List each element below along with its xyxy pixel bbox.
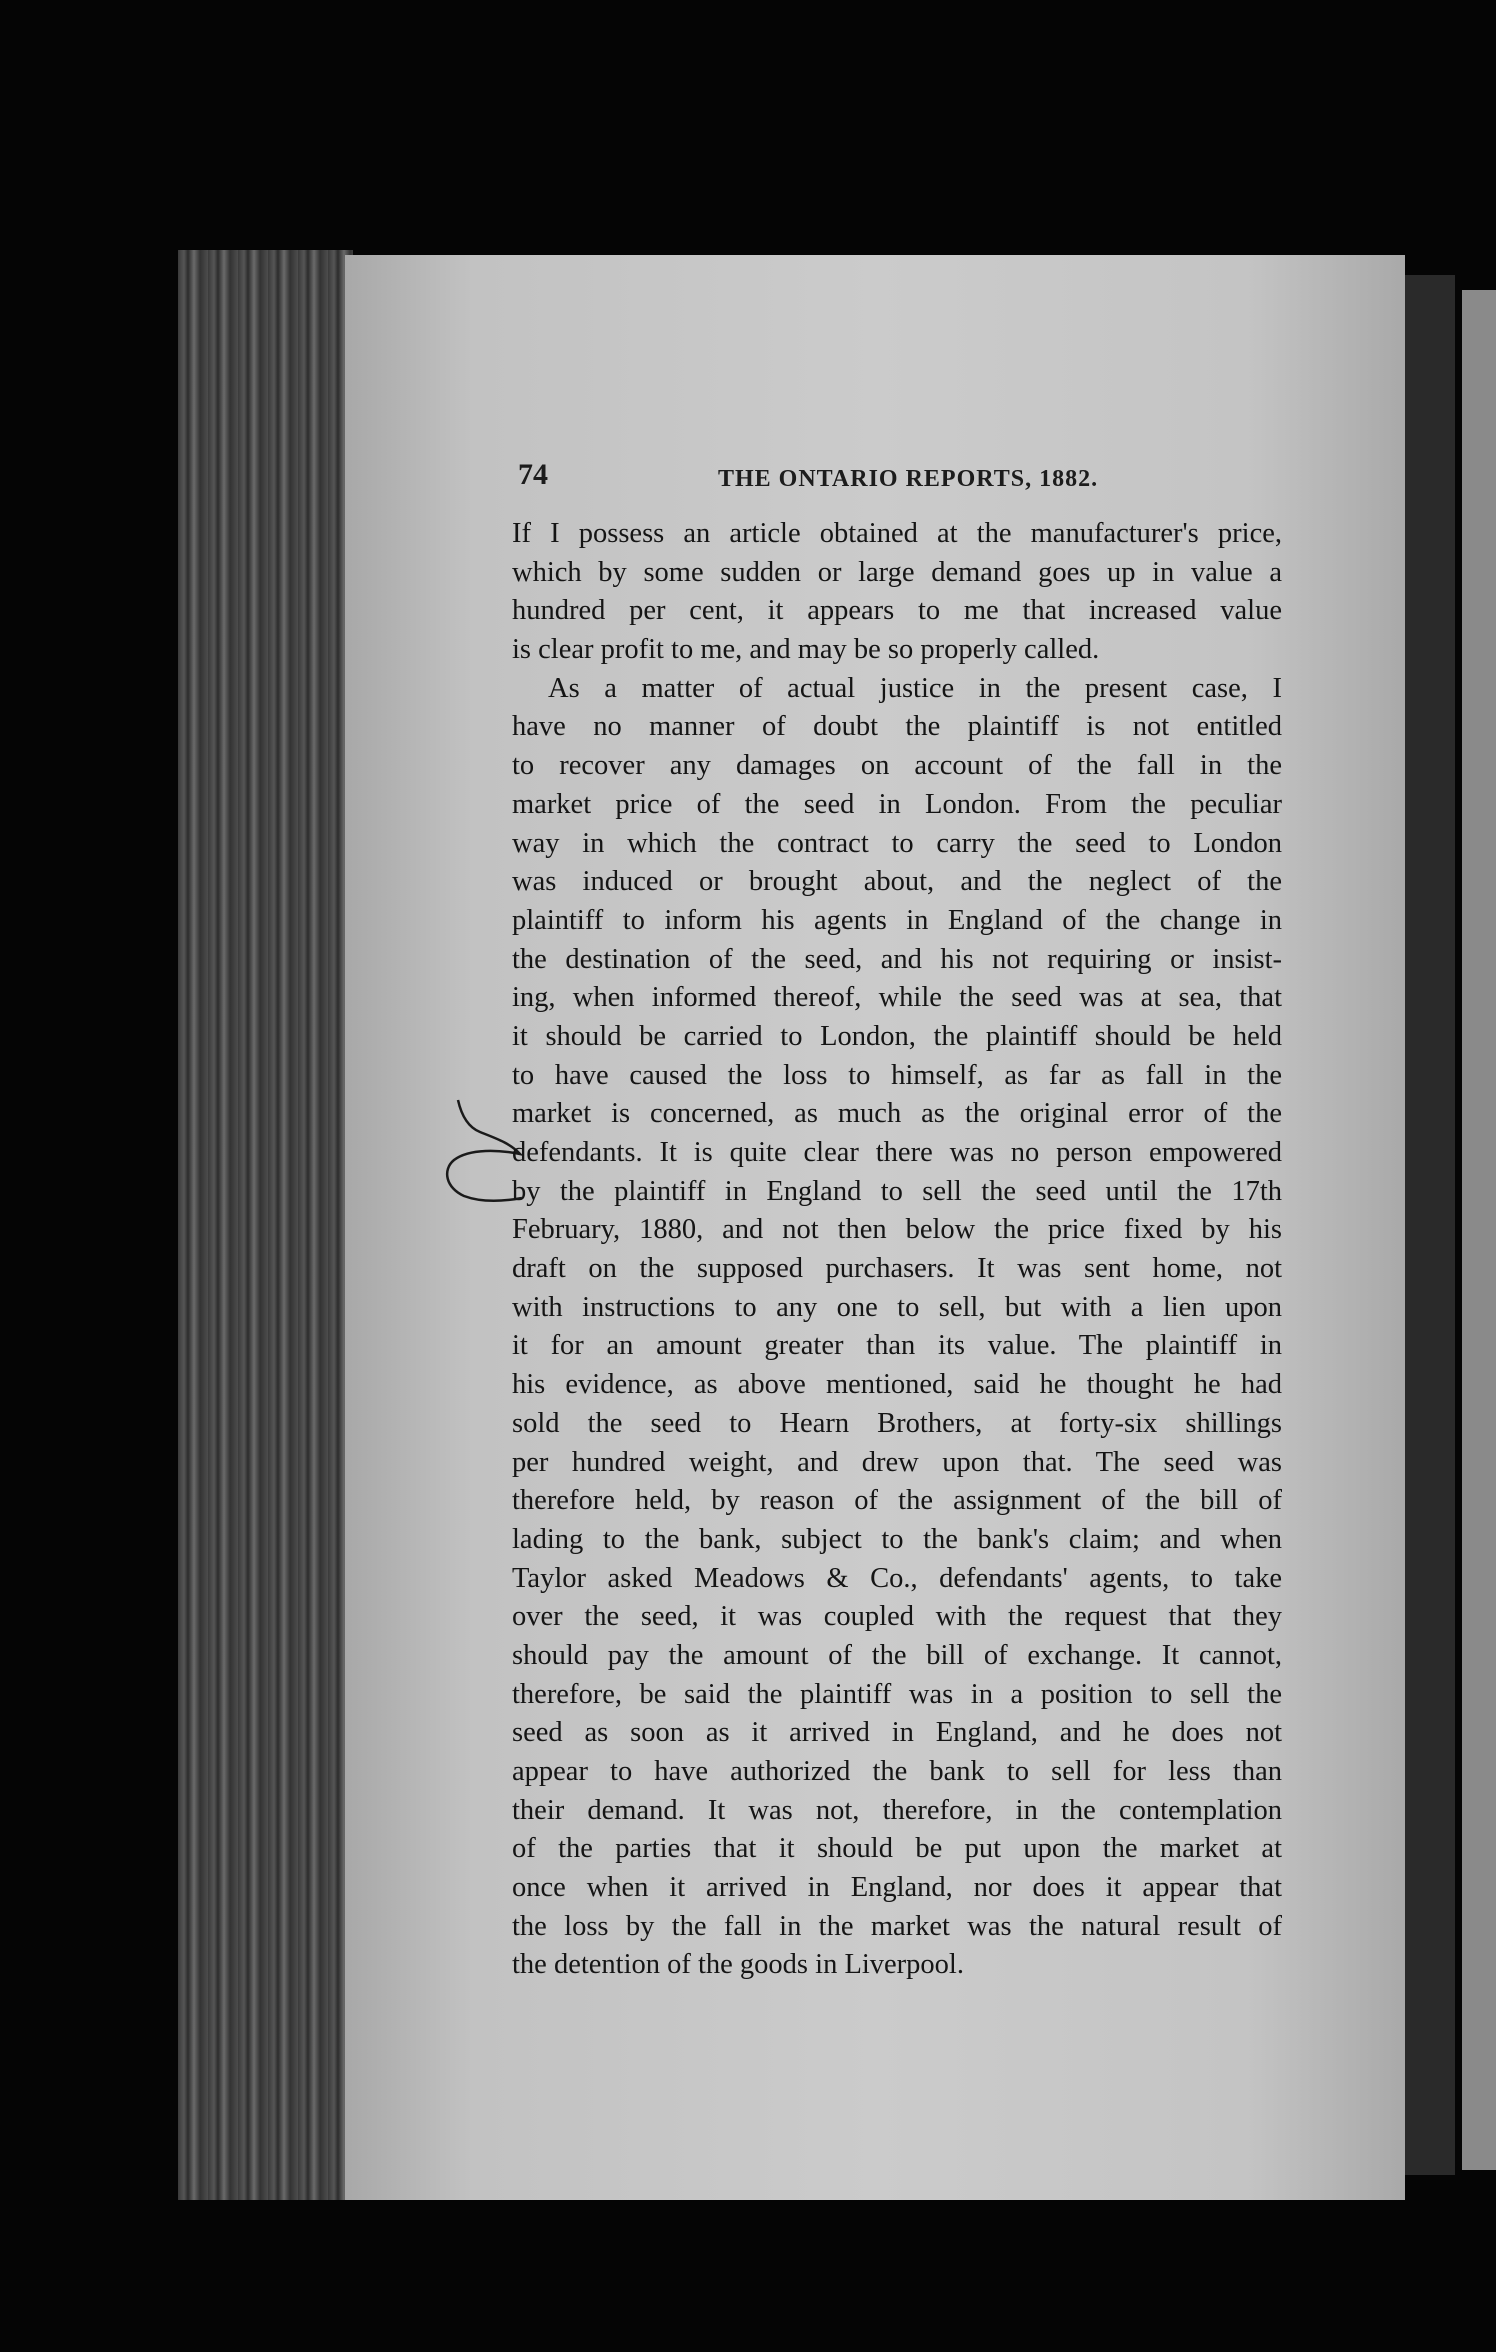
text-line: over the seed, it was coupled with the request that they <box>512 1601 1282 1633</box>
text-line: to recover any damages on account of the fall in the <box>512 750 1282 782</box>
facing-page-edge <box>1462 290 1496 2170</box>
text-line: per hundred weight, and drew upon that. The seed was <box>512 1446 1282 1478</box>
text-line: therefore, be said the plaintiff was in a position to sell the <box>512 1678 1282 1710</box>
text-line: once when it arrived in England, nor does it appear that <box>512 1872 1282 1904</box>
text-line: was induced or brought about, and the neglect of the <box>512 866 1282 898</box>
text-line: defendants. It is quite clear there was no person empowered <box>512 1137 1282 1168</box>
text-line: have no manner of doubt the plaintiff is not entitled <box>512 711 1282 743</box>
text-line: therefore held, by reason of the assignment of the bill of <box>512 1485 1282 1517</box>
text-line: the destination of the seed, and his not requiring or insist- <box>512 943 1282 975</box>
text-line: lading to the bank, subject to the bank's claim; and when <box>512 1523 1282 1555</box>
text-line: seed as soon as it arrived in England, and he does not <box>512 1717 1282 1749</box>
text-line: his evidence, as above mentioned, said he thought he had <box>512 1369 1282 1401</box>
text-line: to have caused the loss to himself, as far as fall in the <box>512 1059 1282 1091</box>
facing-page-gutter <box>1405 275 1455 2175</box>
text-line: it should be carried to London, the plaintiff should be held <box>512 1020 1282 1052</box>
text-line: hundred per cent, it appears to me that increased value <box>512 595 1282 627</box>
text-line: way in which the contract to carry the seed to London <box>512 827 1282 859</box>
text-line: should pay the amount of the bill of exchange. It cannot, <box>512 1639 1282 1671</box>
page-number: 74 <box>518 458 548 491</box>
text-line: draft on the supposed purchasers. It was sent home, not <box>512 1253 1282 1285</box>
text-line: appear to have authorized the bank to sell for less than <box>512 1756 1282 1787</box>
text-line: February, 1880, and not then below the price fixed by his <box>512 1214 1282 1246</box>
text-line: their demand. It was not, therefore, in the contemplation <box>512 1794 1282 1826</box>
text-line: which by some sudden or large demand goes up in value a <box>512 556 1282 588</box>
text-line: the loss by the fall in the market was the natural result of <box>512 1910 1282 1942</box>
text-line: with instructions to any one to sell, but with a lien upon <box>512 1291 1282 1323</box>
text-line: the detention of the goods in Liverpool. <box>512 1949 964 1981</box>
running-head: THE ONTARIO REPORTS, 1882. <box>718 466 1099 492</box>
page-header <box>518 458 1308 508</box>
text-line: of the parties that it should be put upon the market at <box>512 1833 1282 1865</box>
text-line: market is concerned, as much as the original error of the <box>512 1098 1282 1130</box>
book-spine-edge <box>178 250 353 2200</box>
text-line: market price of the seed in London. From the peculiar <box>512 788 1282 820</box>
text-line: it for an amount greater than its value. The plaintiff in <box>512 1330 1282 1362</box>
text-line: is clear profit to me, and may be so properly called. <box>512 634 1100 666</box>
body-text <box>512 515 1282 1985</box>
text-line: ing, when informed thereof, while the seed was at sea, that <box>512 982 1282 1014</box>
text-line: If I possess an article obtained at the manufacturer's price, <box>512 518 1282 549</box>
text-line: plaintiff to inform his agents in England of the change in <box>512 904 1282 936</box>
text-line: Taylor asked Meadows & Co., defendants' agents, to take <box>512 1562 1282 1594</box>
text-line: by the plaintiff in England to sell the seed until the 17th <box>512 1175 1282 1207</box>
text-line: As a matter of actual justice in the present case, I <box>548 672 1282 704</box>
text-line: sold the seed to Hearn Brothers, at forty-six shillings <box>512 1407 1282 1439</box>
